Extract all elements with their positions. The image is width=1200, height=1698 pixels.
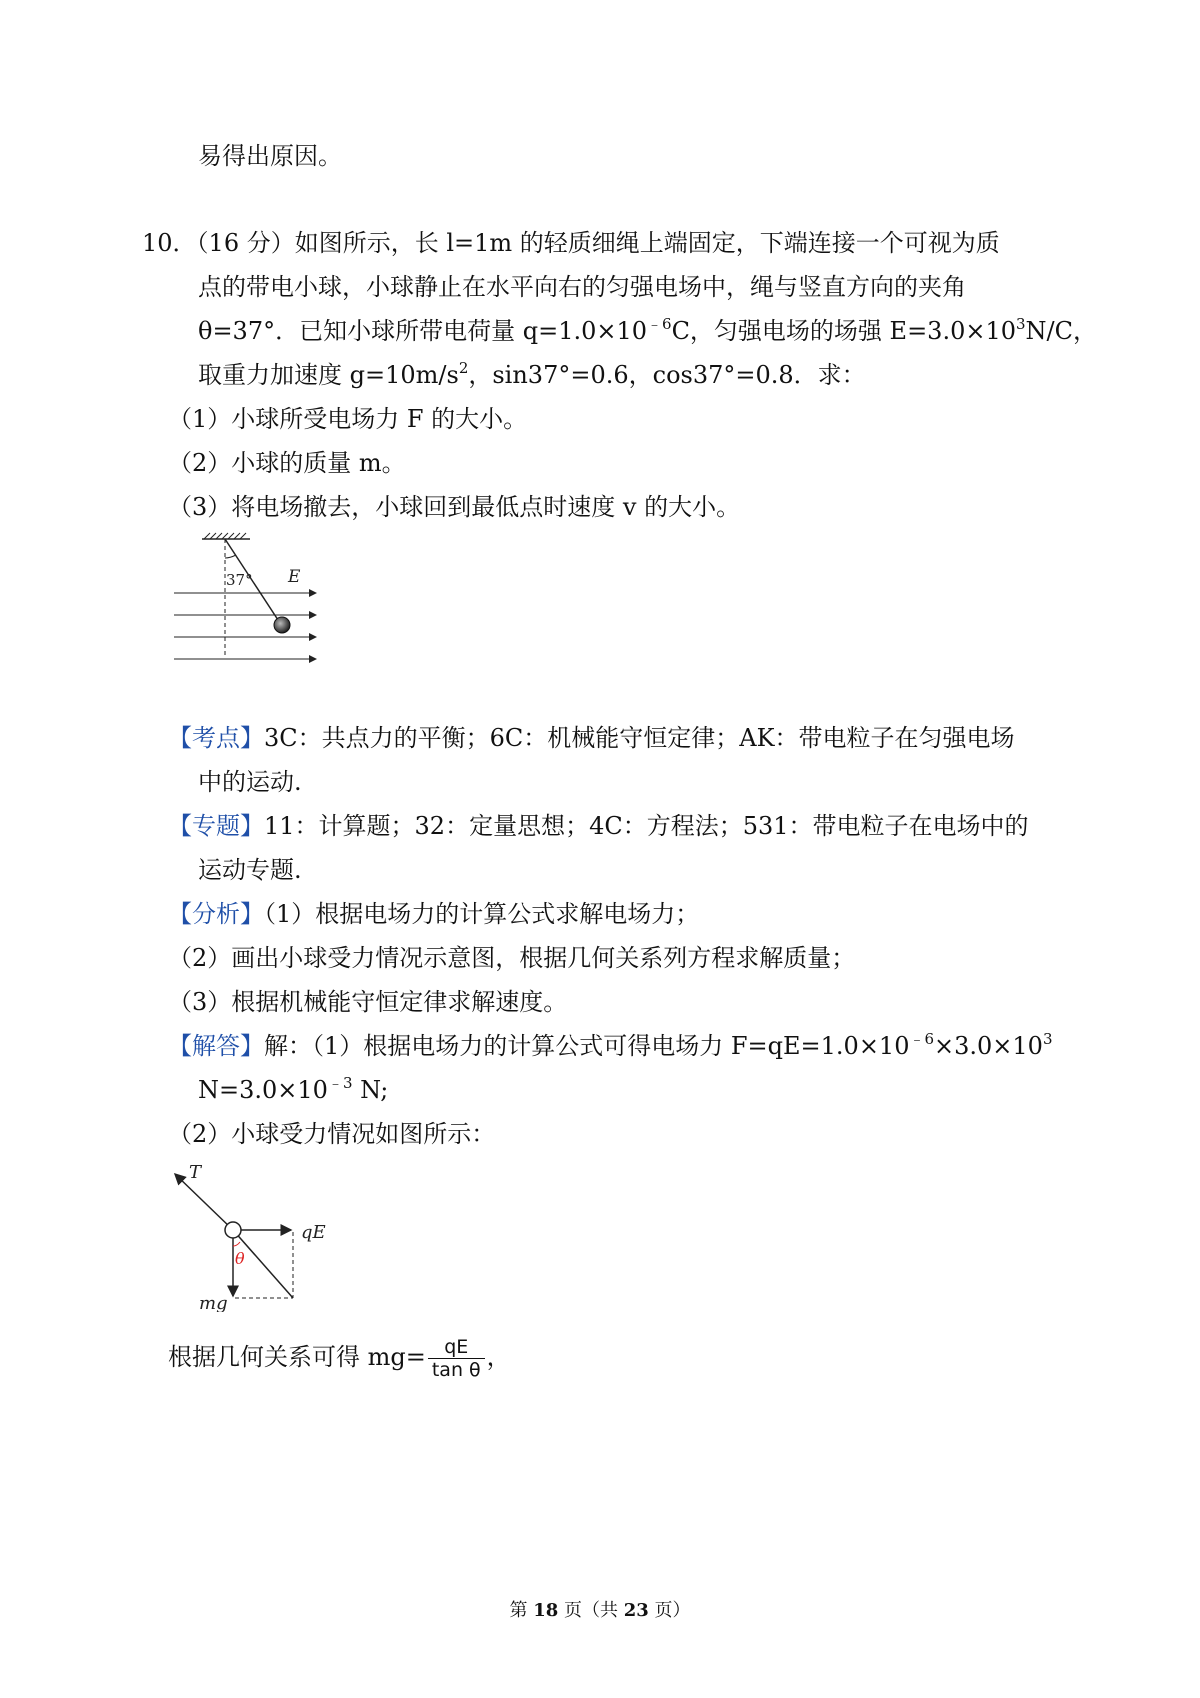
superscript: ﹣6 — [647, 315, 672, 333]
kaodian-tag: 【考点】 — [168, 724, 264, 752]
question-text: ，sin37°=0.6，cos37°=0.8．求： — [468, 361, 866, 389]
pendulum-figure — [170, 530, 330, 670]
question-number: 10． — [142, 229, 197, 257]
kaodian-line — [168, 723, 1015, 753]
jieda-text: ， — [486, 1343, 511, 1371]
fenxi-text: （1）根据电场力的计算公式求解电场力； — [264, 900, 700, 928]
jieda-line — [168, 1031, 1053, 1064]
question-text: C，匀强电场的场强 E=3.0×10 — [671, 317, 1016, 345]
jieda-tag: 【解答】 — [168, 1032, 264, 1060]
jieda-line: （2）小球受力情况如图所示： — [168, 1120, 496, 1148]
superscript: 3 — [1042, 1030, 1053, 1048]
fraction-numerator: qE — [428, 1336, 485, 1359]
footer-text: 页（共 — [564, 1600, 618, 1621]
fraction-denominator: tan θ — [431, 1359, 481, 1381]
angle-label: 37° — [226, 571, 253, 589]
superscript: ﹣3 — [327, 1074, 353, 1092]
force-diagram — [165, 1152, 335, 1312]
sub-question-1: （1）小球所受电场力 F 的大小。 — [168, 405, 528, 433]
question-text: θ=37°．已知小球所带电荷量 q=1.0×10 — [198, 317, 648, 345]
theta-label: θ — [235, 1249, 245, 1268]
charged-ball — [274, 617, 290, 633]
angle-arc — [225, 555, 236, 558]
superscript: ﹣6 — [909, 1030, 935, 1048]
question-line — [142, 228, 1000, 258]
jieda-text: N=3.0×10 — [198, 1076, 328, 1104]
page-total: 23 — [623, 1600, 649, 1621]
zhuanti-tag: 【专题】 — [168, 812, 264, 840]
ball — [225, 1222, 241, 1238]
question-text: 取重力加速度 g=10m/s — [198, 361, 459, 389]
jieda-text: 解：（1）根据电场力的计算公式可得电场力 F=qE=1.0×10 — [264, 1032, 910, 1060]
fraction — [428, 1336, 485, 1381]
jieda-text: ×3.0×10 — [934, 1032, 1043, 1060]
sub-question-2: （2）小球的质量 m。 — [168, 449, 406, 477]
zhuanti-line — [168, 811, 1029, 841]
kaodian-line: 中的运动. — [198, 768, 302, 796]
sub-question-3: （3）将电场撤去，小球回到最低点时速度 v 的大小。 — [168, 493, 741, 521]
kaodian-text: 3C：共点力的平衡；6C：机械能守恒定律；AK：带电粒子在匀强电场 — [264, 724, 1015, 752]
ceiling — [202, 533, 250, 539]
tension-label: T — [189, 1162, 202, 1183]
jieda-text: 根据几何关系可得 mg= — [168, 1343, 426, 1371]
fenxi-line: （3）根据机械能守恒定律求解速度。 — [168, 988, 568, 1016]
zhuanti-text: 11：计算题；32：定量思想；4C：方程法；531：带电粒子在电场中的 — [264, 812, 1029, 840]
text-line: 易得出原因。 — [198, 142, 342, 170]
theta-arc — [233, 1242, 240, 1246]
page-number: 18 — [533, 1600, 559, 1621]
field-lines — [174, 593, 316, 659]
fenxi-line — [168, 899, 699, 929]
page-footer — [0, 1596, 1200, 1622]
footer-text: 第 — [509, 1600, 528, 1621]
question-text: N/C， — [1025, 317, 1097, 345]
fenxi-tag: 【分析】 — [168, 900, 264, 928]
superscript: 3 — [1016, 315, 1026, 333]
electric-force-label: qE — [301, 1222, 326, 1243]
question-text: （16 分）如图所示，长 l=1m 的轻质细绳上端固定，下端连接一个可视为质 — [196, 229, 1000, 257]
jieda-line — [168, 1336, 511, 1381]
question-line: 点的带电小球，小球静止在水平向右的匀强电场中，绳与竖直方向的夹角 — [198, 273, 966, 301]
zhuanti-line: 运动专题. — [198, 856, 302, 884]
fenxi-line: （2）画出小球受力情况示意图，根据几何关系列方程求解质量； — [168, 944, 856, 972]
jieda-line — [198, 1075, 388, 1108]
question-line — [198, 360, 866, 393]
question-line — [198, 316, 1097, 349]
tension-arrow — [175, 1174, 233, 1230]
superscript: 2 — [458, 359, 469, 377]
footer-text: 页） — [654, 1600, 691, 1621]
field-label: E — [288, 567, 301, 587]
jieda-text: N; — [352, 1076, 389, 1104]
gravity-label: mg — [199, 1293, 228, 1312]
